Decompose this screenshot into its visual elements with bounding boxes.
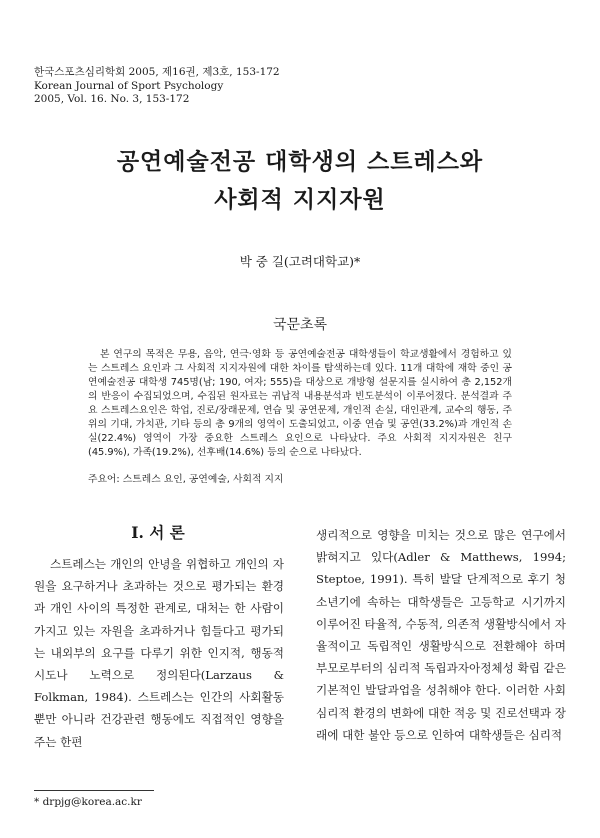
paper-title-line2: 사회적 지지자원 xyxy=(214,187,386,213)
journal-header-volume: 2005, Vol. 16. No. 3, 153-172 xyxy=(34,93,190,105)
journal-header-english: Korean Journal of Sport Psychology xyxy=(34,79,224,92)
keywords: 주요어: 스트레스 요인, 공연예술, 사회적 지지 xyxy=(88,474,284,485)
abstract-text: 본 연구의 목적은 무용, 음악, 연극·영화 등 공연예술전공 대학생들이 학교생활에서 경험하고 있는 스트레스 요인과 그 사회적 지지자원에 대한 차이를 탐색하는데 있다. 11개 대학에 재학 중인 공연예술전공 대학생 745명(남; 190, 여자; 555)을 대상으로 개방형 설문지를 실시하여 총 2,152개의 반응이 수집되었으며, 수집된 원자료는 귀납적 내용분석과 빈도분석이 이루어졌다. 분석결과 주요 스트레스요인은 학업, 진로/장래문제, 연습 및 공연문제, 개인적 손실, 대인관계, 교수의 행동, 주위의 기대, 가치관, 기타 등의 총 9개의 영역이 도출되었고, 이중 연습 및 공연(33.2%)과 개인적 손실(22.4%) 영역이 가장 중요한 스트레스 요인으로 나타났다. 주요 사회적 지지자원은 친구(45.9%), 가족(19.2%), 선후배(14.6%) 등의 순으로 나타났다. xyxy=(88,349,512,458)
paper-title-line1: 공연예술전공 대학생의 스트레스와 xyxy=(116,149,484,175)
abstract-heading: 국문초록 xyxy=(272,317,328,333)
journal-header xyxy=(34,66,280,107)
section-heading: I. 서 론 xyxy=(131,523,185,542)
journal-header-korean: 한국스포츠심리학회 2005, 제16권, 제3호, 153-172 xyxy=(34,66,280,78)
body-column-left: 스트레스는 개인의 안녕을 위협하고 개인의 자원을 요구하거나 초과하는 것으로 평가되는 환경과 개인 사이의 특정한 관계로, 대처는 한 사람이 가지고 있는 자원을 초과하거나 힘들다고 평가되는 내외부의 요구를 다루기 위한 인지적, 행동적 시도나 노력으로 정의된다(Larzaus & Folkman, 1984). 스트레스는 인간의 사회활동뿐만 아니라 건강관련 행동에도 직접적인 영향을 주는 한편 xyxy=(34,557,284,749)
footnote-rule xyxy=(34,790,154,791)
body-column-right: 생리적으로 영향을 미치는 것으로 많은 연구에서 밝혀지고 있다(Adler & Matthews, 1994; Steptoe, 1991). 특히 발달 단계적으로 후기 청소년기에 속하는 대학생들은 고등학교 시기까지 이루어진 타율적, 수동적, 의존적 생활방식에서 자율적이고 독립적인 생활방식으로 전환해야 하며 부모로부터의 심리적 독립과자아정체성 확립 같은 기본적인 발달과업을 성취해야 한다. 이러한 사회 심리적 환경의 변화에 대한 적응 및 진로선택과 장래에 대한 불안 등으로 인하여 대학생들은 심리적 xyxy=(316,528,566,742)
author-line: 박 중 길(고려대학교)* xyxy=(239,254,361,269)
footnote-email: * drpjg@korea.ac.kr xyxy=(34,796,142,808)
